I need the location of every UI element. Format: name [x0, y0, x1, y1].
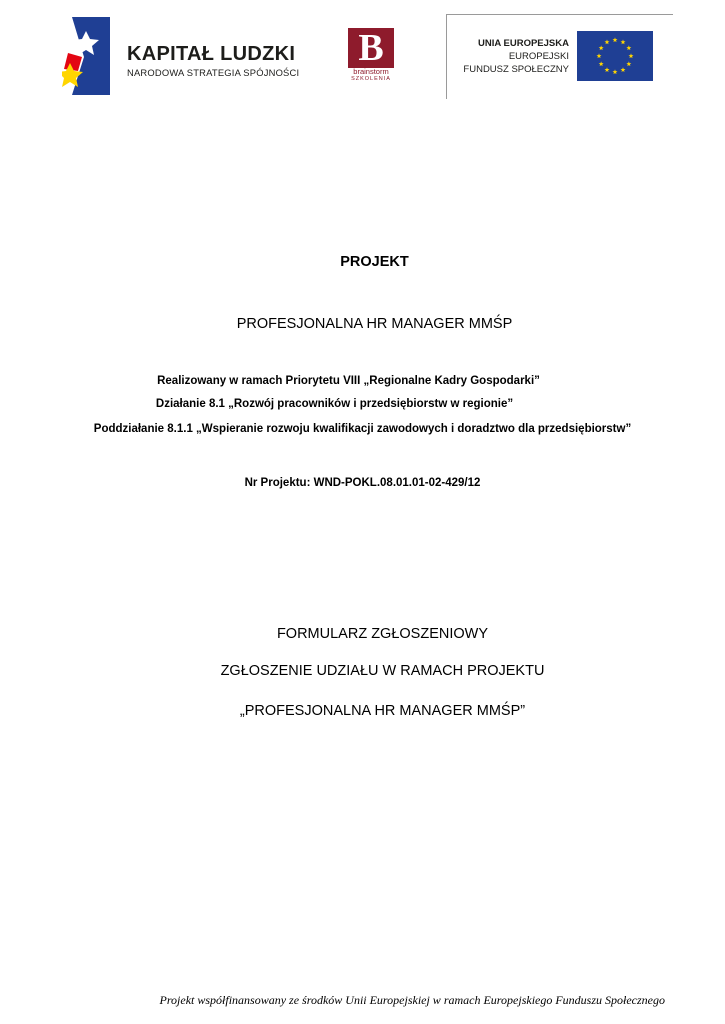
- brainstorm-logo: [346, 28, 396, 82]
- brainstorm-mark: B: [348, 28, 394, 68]
- action-line: Działanie 8.1 „Rozwój pracowników i przedsiębiorstw w regionie”: [155, 398, 514, 410]
- priority-line: Realizowany w ramach Priorytetu VIII „Regionalne Kadry Gospodarki”: [157, 375, 540, 387]
- eu-logo-line-2: EUROPEJSKI: [508, 51, 569, 62]
- brainstorm-text: brainstorm: [353, 67, 389, 76]
- eu-logo-line-1: UNIA EUROPEJSKA: [478, 38, 569, 49]
- page-header: [0, 0, 725, 100]
- kapital-ludzki-title: KAPITAŁ LUDZKI: [127, 43, 296, 65]
- brainstorm-subtext: SZKOLENIA: [351, 76, 391, 82]
- footer-text: Projekt współfinansowany ze środków Unii Europejskiej w ramach Europejskiego Funduszu Społecznego: [159, 993, 665, 1007]
- form-subtitle: ZGŁOSZENIE UDZIAŁU W RAMACH PROJEKTU: [220, 663, 545, 679]
- form-title: FORMULARZ ZGŁOSZENIOWY: [276, 626, 489, 642]
- eu-logo: [446, 14, 673, 99]
- kapital-ludzki-logo: [62, 17, 312, 95]
- document-heading: PROJEKT: [340, 254, 409, 270]
- eu-logo-text: [463, 37, 569, 76]
- kapital-ludzki-flag-icon: [62, 17, 110, 95]
- project-number: Nr Projektu: WND-POKL.08.01.01-02-429/12: [244, 477, 481, 489]
- form-project-name: „PROFESJONALNA HR MANAGER MMŚP”: [239, 703, 526, 719]
- eu-flag-icon: [577, 31, 653, 81]
- project-name: PROFESJONALNA HR MANAGER MMŚP: [236, 316, 513, 332]
- eu-logo-line-3: FUNDUSZ SPOŁECZNY: [463, 64, 569, 75]
- kapital-ludzki-subtitle: NARODOWA STRATEGIA SPÓJNOŚCI: [127, 67, 300, 78]
- subaction-line: Poddziałanie 8.1.1 „Wspieranie rozwoju kwalifikacji zawodowych i doradztwo dla przedsiębiorstw”: [93, 423, 632, 435]
